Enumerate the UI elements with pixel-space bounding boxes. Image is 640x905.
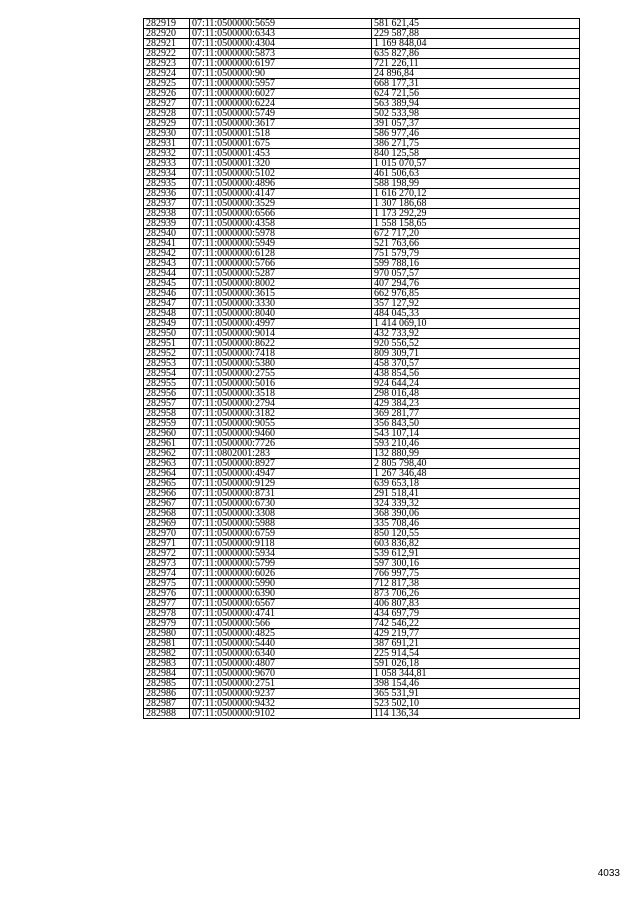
cadastral-number-cell: 07:11:0500000:3529 <box>190 199 372 209</box>
cadastral-number-cell: 07:11:0000000:5766 <box>190 259 372 269</box>
value-cell: 458 370,57 <box>372 359 580 369</box>
table-row <box>144 209 580 219</box>
row-number-cell: 282945 <box>144 279 190 289</box>
table-row <box>144 549 580 559</box>
row-number-cell: 282976 <box>144 589 190 599</box>
table-row <box>144 679 580 689</box>
row-number-cell: 282936 <box>144 189 190 199</box>
value-cell: 461 506,63 <box>372 169 580 179</box>
value-cell: 920 556,52 <box>372 339 580 349</box>
cadastral-number-cell: 07:11:0500000:4147 <box>190 189 372 199</box>
table-row <box>144 339 580 349</box>
table-row <box>144 49 580 59</box>
value-cell: 599 788,16 <box>372 259 580 269</box>
table-row <box>144 259 580 269</box>
value-cell: 668 177,31 <box>372 79 580 89</box>
row-number-cell: 282938 <box>144 209 190 219</box>
table-row <box>144 569 580 579</box>
cadastral-number-cell: 07:11:0500000:5287 <box>190 269 372 279</box>
value-cell: 429 219,77 <box>372 629 580 639</box>
table-row <box>144 489 580 499</box>
row-number-cell: 282942 <box>144 249 190 259</box>
row-number-cell: 282941 <box>144 239 190 249</box>
value-cell: 484 045,33 <box>372 309 580 319</box>
cadastral-number-cell: 07:11:0500000:9118 <box>190 539 372 549</box>
cadastral-number-cell: 07:11:0000000:6128 <box>190 249 372 259</box>
value-cell: 742 546,22 <box>372 619 580 629</box>
row-number-cell: 282921 <box>144 39 190 49</box>
table-row <box>144 629 580 639</box>
value-cell: 850 120,55 <box>372 529 580 539</box>
table-row <box>144 19 580 29</box>
table-row <box>144 379 580 389</box>
row-number-cell: 282925 <box>144 79 190 89</box>
row-number-cell: 282920 <box>144 29 190 39</box>
row-number-cell: 282988 <box>144 709 190 719</box>
row-number-cell: 282983 <box>144 659 190 669</box>
row-number-cell: 282969 <box>144 519 190 529</box>
cadastral-number-cell: 07:11:0500000:8040 <box>190 309 372 319</box>
cadastral-number-cell: 07:11:0500000:6340 <box>190 649 372 659</box>
value-cell: 721 226,11 <box>372 59 580 69</box>
table-row <box>144 69 580 79</box>
cadastral-number-cell: 07:11:0000000:6390 <box>190 589 372 599</box>
value-cell: 588 198,99 <box>372 179 580 189</box>
value-cell: 438 854,56 <box>372 369 580 379</box>
table-row <box>144 219 580 229</box>
cadastral-number-cell: 07:11:0500000:8002 <box>190 279 372 289</box>
table-row <box>144 649 580 659</box>
row-number-cell: 282926 <box>144 89 190 99</box>
row-number-cell: 282943 <box>144 259 190 269</box>
value-cell: 406 807,83 <box>372 599 580 609</box>
cadastral-number-cell: 07:11:0000000:5990 <box>190 579 372 589</box>
value-cell: 407 294,76 <box>372 279 580 289</box>
value-cell: 563 389,94 <box>372 99 580 109</box>
page-number: 4033 <box>597 868 620 879</box>
value-cell: 597 300,16 <box>372 559 580 569</box>
row-number-cell: 282955 <box>144 379 190 389</box>
row-number-cell: 282985 <box>144 679 190 689</box>
row-number-cell: 282927 <box>144 99 190 109</box>
table-row <box>144 529 580 539</box>
row-number-cell: 282964 <box>144 469 190 479</box>
table-row <box>144 619 580 629</box>
cadastral-number-cell: 07:11:0500000:9129 <box>190 479 372 489</box>
value-cell: 387 691,21 <box>372 639 580 649</box>
table-row <box>144 499 580 509</box>
row-number-cell: 282933 <box>144 159 190 169</box>
value-cell: 1 267 346,48 <box>372 469 580 479</box>
row-number-cell: 282940 <box>144 229 190 239</box>
cadastral-number-cell: 07:11:0500000:9055 <box>190 419 372 429</box>
table-row <box>144 409 580 419</box>
cadastral-number-cell: 07:11:0500000:8731 <box>190 489 372 499</box>
value-cell: 357 127,92 <box>372 299 580 309</box>
table-row <box>144 419 580 429</box>
cadastral-number-cell: 07:11:0500000:6343 <box>190 29 372 39</box>
table-row <box>144 699 580 709</box>
cadastral-number-cell: 07:11:0500000:7726 <box>190 439 372 449</box>
table-row <box>144 609 580 619</box>
value-cell: 365 531,91 <box>372 689 580 699</box>
cadastral-number-cell: 07:11:0500000:9237 <box>190 689 372 699</box>
row-number-cell: 282928 <box>144 109 190 119</box>
cadastral-value-table <box>143 18 580 719</box>
value-cell: 924 644,24 <box>372 379 580 389</box>
value-cell: 586 977,46 <box>372 129 580 139</box>
table-row <box>144 269 580 279</box>
table-row <box>144 109 580 119</box>
cadastral-number-cell: 07:11:0500000:6730 <box>190 499 372 509</box>
cadastral-number-cell: 07:11:0500000:9102 <box>190 709 372 719</box>
cadastral-number-cell: 07:11:0500000:4896 <box>190 179 372 189</box>
table-row <box>144 559 580 569</box>
cadastral-number-cell: 07:11:0000000:5957 <box>190 79 372 89</box>
table-row <box>144 639 580 649</box>
row-number-cell: 282979 <box>144 619 190 629</box>
cadastral-number-cell: 07:11:0500001:320 <box>190 159 372 169</box>
value-cell: 398 154,46 <box>372 679 580 689</box>
row-number-cell: 282973 <box>144 559 190 569</box>
row-number-cell: 282954 <box>144 369 190 379</box>
table-row <box>144 579 580 589</box>
value-cell: 603 836,82 <box>372 539 580 549</box>
row-number-cell: 282931 <box>144 139 190 149</box>
cadastral-number-cell: 07:11:0000000:6026 <box>190 569 372 579</box>
value-cell: 1 058 344,81 <box>372 669 580 679</box>
value-cell: 766 997,75 <box>372 569 580 579</box>
row-number-cell: 282922 <box>144 49 190 59</box>
table-row <box>144 439 580 449</box>
table-row <box>144 659 580 669</box>
cadastral-number-cell: 07:11:0500000:3615 <box>190 289 372 299</box>
value-cell: 298 016,48 <box>372 389 580 399</box>
row-number-cell: 282961 <box>144 439 190 449</box>
value-cell: 356 843,50 <box>372 419 580 429</box>
cadastral-number-cell: 07:11:0500000:3330 <box>190 299 372 309</box>
value-cell: 114 136,34 <box>372 709 580 719</box>
cadastral-number-cell: 07:11:0500000:3518 <box>190 389 372 399</box>
table-row <box>144 39 580 49</box>
value-cell: 432 733,92 <box>372 329 580 339</box>
value-cell: 581 621,45 <box>372 19 580 29</box>
cadastral-number-cell: 07:11:0802001:283 <box>190 449 372 459</box>
row-number-cell: 282947 <box>144 299 190 309</box>
cadastral-number-cell: 07:11:0000000:5978 <box>190 229 372 239</box>
cadastral-number-cell: 07:11:0500000:2794 <box>190 399 372 409</box>
value-cell: 873 706,26 <box>372 589 580 599</box>
row-number-cell: 282981 <box>144 639 190 649</box>
table-row <box>144 599 580 609</box>
cadastral-number-cell: 07:11:0500001:453 <box>190 149 372 159</box>
row-number-cell: 282932 <box>144 149 190 159</box>
value-cell: 1 414 069,10 <box>372 319 580 329</box>
row-number-cell: 282971 <box>144 539 190 549</box>
value-cell: 840 125,58 <box>372 149 580 159</box>
value-cell: 591 026,18 <box>372 659 580 669</box>
row-number-cell: 282970 <box>144 529 190 539</box>
table-row <box>144 189 580 199</box>
table-row <box>144 299 580 309</box>
table-row <box>144 179 580 189</box>
table-row <box>144 149 580 159</box>
table-row <box>144 169 580 179</box>
cadastral-number-cell: 07:11:0500000:4304 <box>190 39 372 49</box>
value-cell: 523 502,10 <box>372 699 580 709</box>
table-row <box>144 429 580 439</box>
cadastral-number-cell: 07:11:0500000:8927 <box>190 459 372 469</box>
table-row <box>144 519 580 529</box>
row-number-cell: 282930 <box>144 129 190 139</box>
value-cell: 24 896,84 <box>372 69 580 79</box>
value-cell: 521 763,66 <box>372 239 580 249</box>
row-number-cell: 282952 <box>144 349 190 359</box>
cadastral-number-cell: 07:11:0500000:5659 <box>190 19 372 29</box>
cadastral-number-cell: 07:11:0500000:3182 <box>190 409 372 419</box>
table-row <box>144 29 580 39</box>
value-cell: 751 579,79 <box>372 249 580 259</box>
row-number-cell: 282944 <box>144 269 190 279</box>
table-row <box>144 99 580 109</box>
row-number-cell: 282980 <box>144 629 190 639</box>
table-row <box>144 159 580 169</box>
table-row <box>144 369 580 379</box>
row-number-cell: 282957 <box>144 399 190 409</box>
row-number-cell: 282929 <box>144 119 190 129</box>
table-row <box>144 669 580 679</box>
table-row <box>144 359 580 369</box>
cadastral-number-cell: 07:11:0500000:5440 <box>190 639 372 649</box>
value-cell: 335 708,46 <box>372 519 580 529</box>
table-row <box>144 329 580 339</box>
value-cell: 539 612,91 <box>372 549 580 559</box>
table-row <box>144 59 580 69</box>
row-number-cell: 282987 <box>144 699 190 709</box>
table-row <box>144 239 580 249</box>
table-row <box>144 249 580 259</box>
row-number-cell: 282958 <box>144 409 190 419</box>
row-number-cell: 282972 <box>144 549 190 559</box>
value-cell: 324 339,32 <box>372 499 580 509</box>
table-row <box>144 319 580 329</box>
value-cell: 809 309,71 <box>372 349 580 359</box>
row-number-cell: 282939 <box>144 219 190 229</box>
cadastral-number-cell: 07:11:0500000:6566 <box>190 209 372 219</box>
row-number-cell: 282965 <box>144 479 190 489</box>
value-cell: 1 169 848,04 <box>372 39 580 49</box>
value-cell: 639 653,18 <box>372 479 580 489</box>
row-number-cell: 282953 <box>144 359 190 369</box>
cadastral-number-cell: 07:11:0500000:3308 <box>190 509 372 519</box>
cadastral-number-cell: 07:11:0500000:2751 <box>190 679 372 689</box>
row-number-cell: 282923 <box>144 59 190 69</box>
row-number-cell: 282937 <box>144 199 190 209</box>
table-row <box>144 349 580 359</box>
row-number-cell: 282978 <box>144 609 190 619</box>
row-number-cell: 282924 <box>144 69 190 79</box>
row-number-cell: 282977 <box>144 599 190 609</box>
table-row <box>144 289 580 299</box>
table-row <box>144 89 580 99</box>
cadastral-number-cell: 07:11:0500000:4358 <box>190 219 372 229</box>
table-row <box>144 119 580 129</box>
cadastral-number-cell: 07:11:0500000:4947 <box>190 469 372 479</box>
row-number-cell: 282946 <box>144 289 190 299</box>
row-number-cell: 282960 <box>144 429 190 439</box>
value-cell: 132 880,99 <box>372 449 580 459</box>
row-number-cell: 282948 <box>144 309 190 319</box>
value-cell: 543 107,14 <box>372 429 580 439</box>
cadastral-number-cell: 07:11:0500000:566 <box>190 619 372 629</box>
row-number-cell: 282951 <box>144 339 190 349</box>
value-cell: 593 210,46 <box>372 439 580 449</box>
cadastral-number-cell: 07:11:0500000:3617 <box>190 119 372 129</box>
table-row <box>144 479 580 489</box>
table-row <box>144 79 580 89</box>
value-cell: 712 817,38 <box>372 579 580 589</box>
table-body <box>144 19 580 719</box>
table-row <box>144 199 580 209</box>
cadastral-number-cell: 07:11:0500000:5988 <box>190 519 372 529</box>
cadastral-number-cell: 07:11:0000000:5799 <box>190 559 372 569</box>
table-row <box>144 399 580 409</box>
row-number-cell: 282935 <box>144 179 190 189</box>
value-cell: 1 015 070,57 <box>372 159 580 169</box>
row-number-cell: 282959 <box>144 419 190 429</box>
table-row <box>144 459 580 469</box>
cadastral-number-cell: 07:11:0500000:4741 <box>190 609 372 619</box>
cadastral-number-cell: 07:11:0500000:6759 <box>190 529 372 539</box>
table-row <box>144 389 580 399</box>
cadastral-number-cell: 07:11:0500000:2755 <box>190 369 372 379</box>
value-cell: 672 717,20 <box>372 229 580 239</box>
cadastral-number-cell: 07:11:0000000:6197 <box>190 59 372 69</box>
table-row <box>144 229 580 239</box>
value-cell: 369 281,77 <box>372 409 580 419</box>
row-number-cell: 282949 <box>144 319 190 329</box>
cadastral-number-cell: 07:11:0500000:4997 <box>190 319 372 329</box>
row-number-cell: 282919 <box>144 19 190 29</box>
cadastral-number-cell: 07:11:0000000:5949 <box>190 239 372 249</box>
cadastral-number-cell: 07:11:0500000:9460 <box>190 429 372 439</box>
cadastral-number-cell: 07:11:0500000:5102 <box>190 169 372 179</box>
table-row <box>144 539 580 549</box>
cadastral-number-cell: 07:11:0500001:675 <box>190 139 372 149</box>
value-cell: 229 587,88 <box>372 29 580 39</box>
row-number-cell: 282963 <box>144 459 190 469</box>
row-number-cell: 282968 <box>144 509 190 519</box>
table-row <box>144 129 580 139</box>
value-cell: 624 721,56 <box>372 89 580 99</box>
table-row <box>144 139 580 149</box>
cadastral-number-cell: 07:11:0000000:6027 <box>190 89 372 99</box>
row-number-cell: 282966 <box>144 489 190 499</box>
cadastral-number-cell: 07:11:0000000:5934 <box>190 549 372 559</box>
value-cell: 391 057,37 <box>372 119 580 129</box>
row-number-cell: 282974 <box>144 569 190 579</box>
cadastral-number-cell: 07:11:0500000:90 <box>190 69 372 79</box>
value-cell: 502 533,98 <box>372 109 580 119</box>
cadastral-number-cell: 07:11:0000000:6224 <box>190 99 372 109</box>
value-cell: 429 384,23 <box>372 399 580 409</box>
value-cell: 1 616 270,12 <box>372 189 580 199</box>
cadastral-number-cell: 07:11:0500000:6567 <box>190 599 372 609</box>
row-number-cell: 282975 <box>144 579 190 589</box>
row-number-cell: 282962 <box>144 449 190 459</box>
value-cell: 635 827,86 <box>372 49 580 59</box>
value-cell: 662 976,85 <box>372 289 580 299</box>
table-row <box>144 279 580 289</box>
row-number-cell: 282967 <box>144 499 190 509</box>
cadastral-number-cell: 07:11:0500000:8622 <box>190 339 372 349</box>
value-cell: 1 173 292,29 <box>372 209 580 219</box>
row-number-cell: 282950 <box>144 329 190 339</box>
table-row <box>144 589 580 599</box>
cadastral-number-cell: 07:11:0500000:4807 <box>190 659 372 669</box>
value-cell: 1 307 186,68 <box>372 199 580 209</box>
value-cell: 386 271,75 <box>372 139 580 149</box>
row-number-cell: 282984 <box>144 669 190 679</box>
value-cell: 291 518,41 <box>372 489 580 499</box>
cadastral-number-cell: 07:11:0500000:9432 <box>190 699 372 709</box>
cadastral-number-cell: 07:11:0500000:7418 <box>190 349 372 359</box>
table-row <box>144 469 580 479</box>
cadastral-number-cell: 07:11:0500000:4825 <box>190 629 372 639</box>
value-cell: 970 057,57 <box>372 269 580 279</box>
value-cell: 1 558 158,65 <box>372 219 580 229</box>
value-cell: 368 390,06 <box>372 509 580 519</box>
row-number-cell: 282982 <box>144 649 190 659</box>
row-number-cell: 282956 <box>144 389 190 399</box>
table-row <box>144 689 580 699</box>
table-row <box>144 309 580 319</box>
value-cell: 225 914,54 <box>372 649 580 659</box>
cadastral-number-cell: 07:11:0500001:518 <box>190 129 372 139</box>
cadastral-number-cell: 07:11:0500000:9014 <box>190 329 372 339</box>
value-cell: 434 697,79 <box>372 609 580 619</box>
cadastral-number-cell: 07:11:0000000:5873 <box>190 49 372 59</box>
cadastral-number-cell: 07:11:0500000:5016 <box>190 379 372 389</box>
cadastral-number-cell: 07:11:0500000:9670 <box>190 669 372 679</box>
cadastral-number-cell: 07:11:0500000:5749 <box>190 109 372 119</box>
table-row <box>144 509 580 519</box>
cadastral-number-cell: 07:11:0500000:5380 <box>190 359 372 369</box>
table-row <box>144 449 580 459</box>
row-number-cell: 282986 <box>144 689 190 699</box>
row-number-cell: 282934 <box>144 169 190 179</box>
value-cell: 2 805 798,40 <box>372 459 580 469</box>
table-row <box>144 709 580 719</box>
